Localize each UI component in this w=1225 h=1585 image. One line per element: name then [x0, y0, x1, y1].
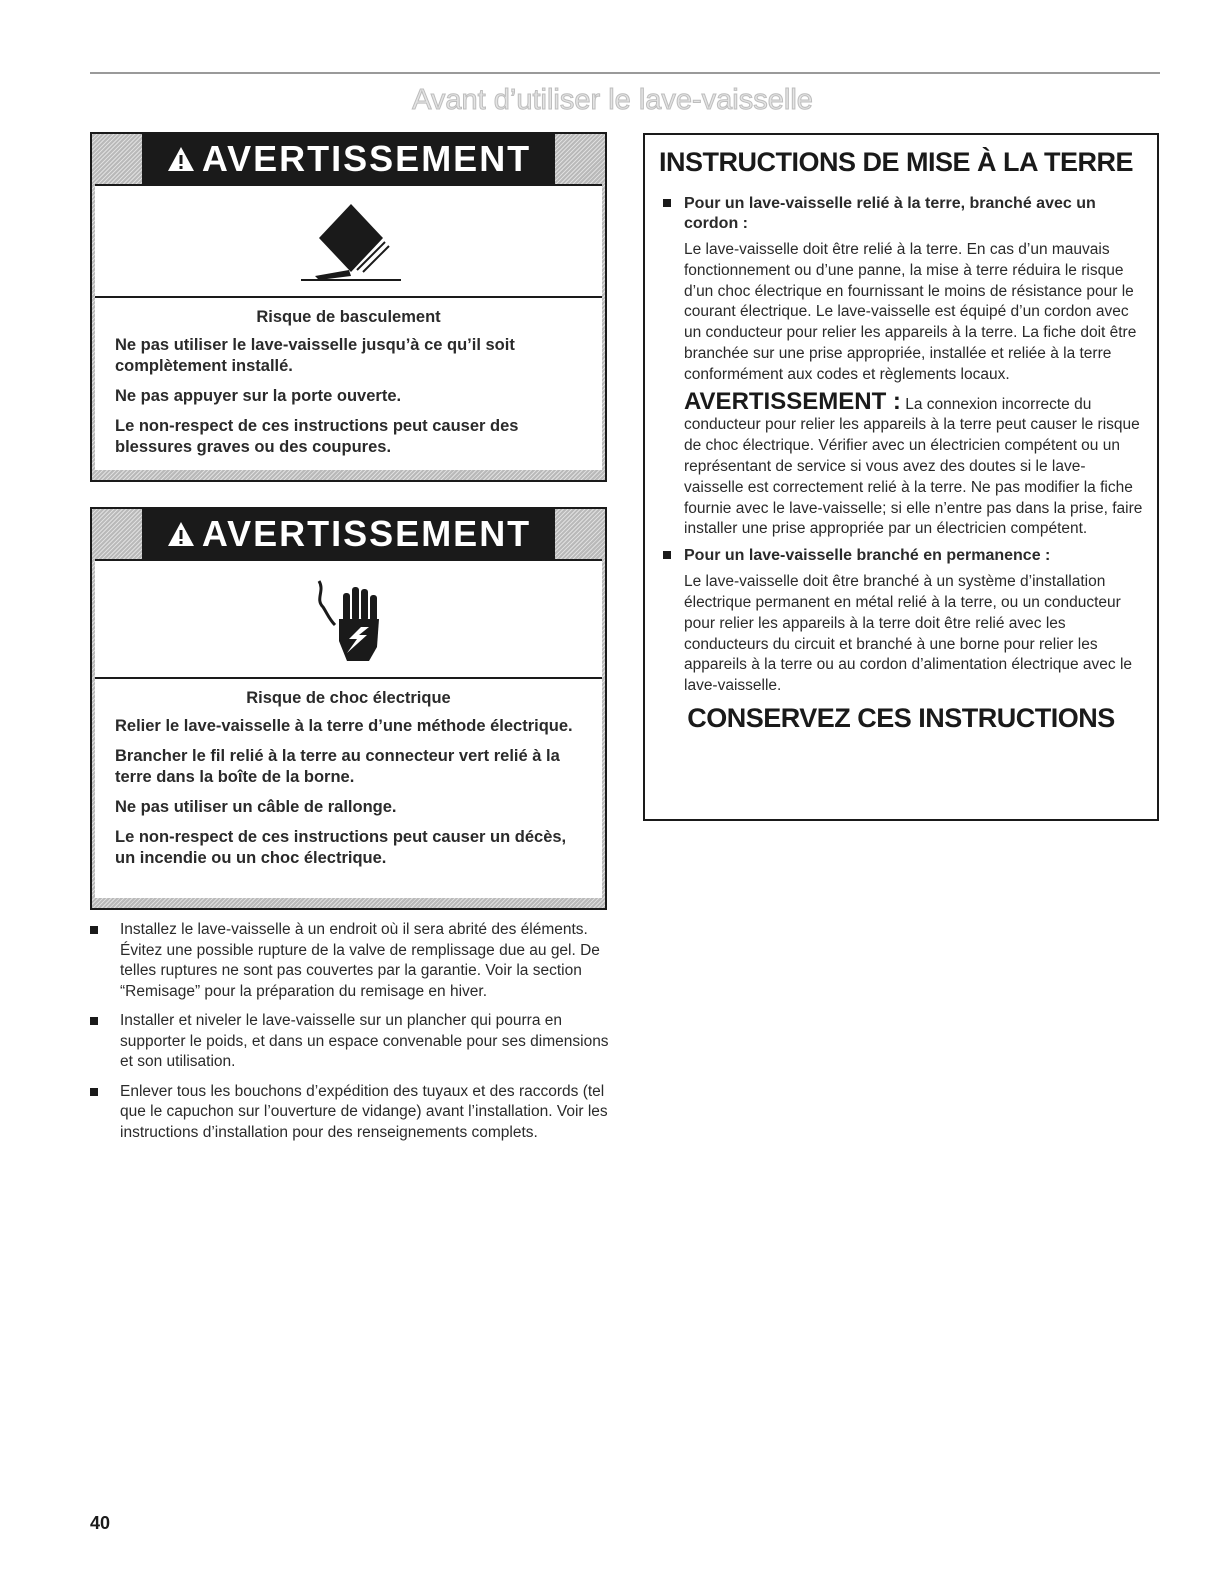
warning-line: Ne pas appuyer sur la porte ouverte.	[115, 387, 402, 405]
warning-title-plate	[142, 134, 555, 184]
warning-line: Ne pas utiliser le lave-vaisselle jusqu’à ce qu’il soit complètement installé.	[115, 336, 515, 375]
grounding-subheading: Pour un lave-vaisselle branché en permanence :	[659, 546, 1143, 566]
square-bullet-icon	[90, 1017, 98, 1025]
page-number: 40	[90, 1513, 111, 1533]
save-instructions-heading: CONSERVEZ CES INSTRUCTIONS	[687, 702, 1115, 733]
square-bullet-icon	[90, 1088, 98, 1096]
hazard-title: Risque de basculement	[256, 308, 441, 326]
grounding-warning	[659, 387, 1143, 541]
grounding-paragraph: Le lave-vaisselle doit être branché à un système d’installation électrique permanent en métal relié à la terre, ou un conducteur pour relier les appareils à la terre doit être relié avec les conducteurs du circuit et branché à une borne pour relier les appareils à la terre ou au cordon d’alimentation électrique avec le lave-vaisselle.	[684, 573, 1133, 695]
warning-header	[92, 509, 605, 559]
grounding-title: INSTRUCTIONS DE MISE À LA TERRE	[659, 147, 1134, 177]
electric-shock-icon	[299, 569, 399, 669]
icon-band	[92, 184, 605, 298]
warning-label: AVERTISSEMENT	[201, 138, 532, 179]
warning-line: Ne pas utiliser un câble de rallonge.	[115, 798, 397, 816]
warning-body	[92, 679, 605, 908]
grounding-warning-text: La connexion incorrecte du conducteur pour relier les appareils à la terre peut causer le risque de choc électrique. Vérifier avec un électricien compétent ou un représentant de service si vous avez des doutes si le lave-vaisselle est correctement relié à la terre. Ne pas modifier la fiche fournie avec le lave-vaisselle; si elle n’entre pas dans la prise, faire installer une prise appropriée par un électricien compétent.	[684, 395, 1143, 538]
warning-line: Brancher le fil relié à la terre au connecteur vert relié à la terre dans la boîte de la borne.	[115, 747, 560, 786]
grounding-subheading: Pour un lave-vaisselle relié à la terre, branché avec un cordon :	[659, 194, 1143, 234]
tip-over-warning-box	[90, 132, 607, 482]
square-bullet-icon	[90, 926, 98, 934]
square-bullet-icon	[663, 551, 671, 559]
page-title: Avant d’utiliser le lave-vaisselle	[412, 84, 813, 116]
list-item: Enlever tous les bouchons d’expédition des tuyaux et des raccords (tel que le capuchon sur l’ouverture de vidange) avant l’installation. Voir les instructions d’installation pour des renseignements complets.	[90, 1082, 610, 1144]
warning-triangle-icon	[166, 519, 196, 549]
electric-shock-warning-box	[90, 507, 607, 910]
list-item: Installez le lave-vaisselle à un endroit où il sera abrité des éléments. Évitez une possible rupture de la valve de remplissage due au gel. De telles ruptures ne sont pas couvertes par la garantie. Voir la section “Remisage” pour la préparation du remisage en hiver.	[90, 920, 610, 1002]
warning-header	[92, 134, 605, 184]
hazard-title: Risque de choc électrique	[246, 689, 451, 707]
warning-line: Relier le lave-vaisselle à la terre d’une méthode électrique.	[115, 717, 573, 735]
warning-triangle-icon	[166, 144, 196, 174]
header-rule	[90, 72, 1160, 74]
list-item: Installer et niveler le lave-vaisselle sur un plancher qui pourra en supporter le poids, et dans un espace convenable pour ses dimensions et son utilisation.	[90, 1011, 610, 1073]
tip-over-icon	[289, 196, 409, 286]
warning-label: AVERTISSEMENT	[201, 513, 532, 554]
square-bullet-icon	[663, 199, 671, 207]
grounding-paragraph: Le lave-vaisselle doit être relié à la terre. En cas d’un mauvais fonctionnement ou d’une panne, la mise à terre réduira le risque d’un choc électrique en fournissant le moins de résistance pour le courant électrique. Le lave-vaisselle est équipé d’un cordon avec un conducteur pour relier les appareils à la terre. La fiche doit être branchée sur une prise appropriée, installée et reliée à la terre conformément aux codes et règlements locaux.	[684, 241, 1137, 383]
installation-bullet-list	[90, 920, 610, 1152]
icon-band	[92, 559, 605, 679]
warning-line: Le non-respect de ces instructions peut causer un décès, un incendie ou un choc électrique.	[115, 828, 567, 867]
warning-body	[92, 298, 605, 480]
grounding-instructions-box	[643, 133, 1159, 821]
grounding-warning-label: AVERTISSEMENT :	[684, 387, 901, 415]
warning-title-plate	[142, 509, 555, 559]
warning-line: Le non-respect de ces instructions peut causer des blessures graves ou des coupures.	[115, 417, 519, 456]
